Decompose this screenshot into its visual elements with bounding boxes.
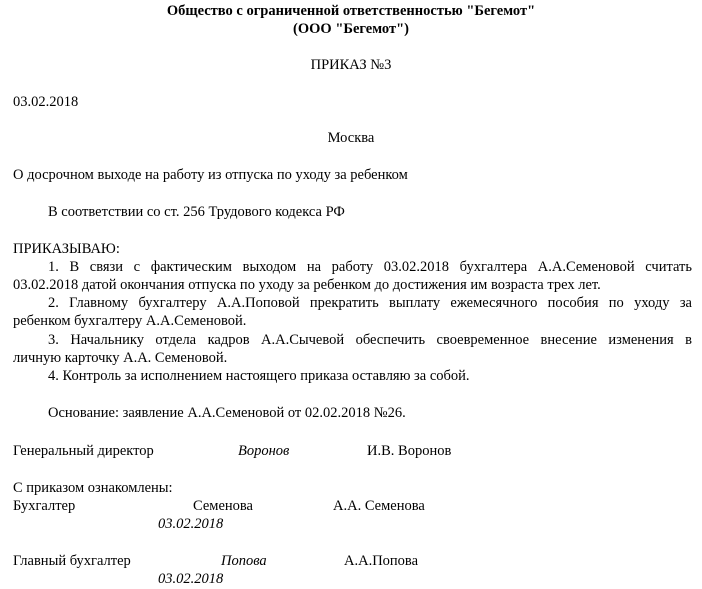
chief-accountant-name: А.А.Попова: [344, 553, 419, 569]
order-title: ПРИКАЗ №3: [310, 57, 392, 73]
org-short-name: (ООО "Бегемот"): [293, 21, 409, 37]
order-subject: О досрочном выходе на работу из отпуска по уходу за ребенком: [13, 167, 408, 183]
chief-accountant-position: Главный бухгалтер: [13, 553, 131, 569]
order-word: ПРИКАЗЫВАЮ:: [13, 241, 120, 257]
director-position: Генеральный директор: [13, 443, 154, 459]
director-signature: Воронов: [238, 443, 290, 459]
accountant-date: 03.02.2018: [158, 516, 224, 532]
order-item-2-line2: ребенком бухгалтеру А.А.Семеновой.: [13, 313, 247, 329]
basis-document: Основание: заявление А.А.Семеновой от 02.02.2018 №26.: [48, 405, 406, 421]
accountant-name: А.А. Семенова: [333, 498, 425, 514]
basis-law: В соответствии со ст. 256 Трудового кодекса РФ: [48, 204, 345, 220]
order-item-3-line1: 3. Начальнику отдела кадров А.А.Сычевой обеспечить своевременное внесение изменения в: [48, 332, 692, 348]
order-item-3-line2: личную карточку А.А. Семеновой.: [13, 350, 228, 366]
accountant-position: Бухгалтер: [13, 498, 76, 514]
order-item-4: 4. Контроль за исполнением настоящего приказа оставляю за собой.: [48, 368, 470, 384]
org-full-name: Общество с ограниченной ответственностью "Бегемот": [166, 3, 536, 19]
acquainted-heading: С приказом ознакомлены:: [13, 480, 173, 496]
accountant-signature: Семенова: [193, 498, 253, 514]
chief-accountant-signature: Попова: [221, 553, 267, 569]
chief-accountant-date: 03.02.2018: [158, 571, 224, 587]
order-item-2-line1: 2. Главному бухгалтеру А.А.Поповой прекратить выплату ежемесячного пособия по уходу за: [48, 295, 692, 311]
order-item-1-line1: 1. В связи с фактическим выходом на работу 03.02.2018 бухгалтера А.А.Семеновой считать: [48, 259, 692, 275]
order-city: Москва: [327, 130, 375, 146]
order-item-1-line2: 03.02.2018 датой окончания отпуска по уходу за ребенком до достижения им возраста трех лет.: [13, 277, 601, 293]
director-name: И.В. Воронов: [367, 443, 452, 459]
order-date: 03.02.2018: [13, 94, 79, 110]
